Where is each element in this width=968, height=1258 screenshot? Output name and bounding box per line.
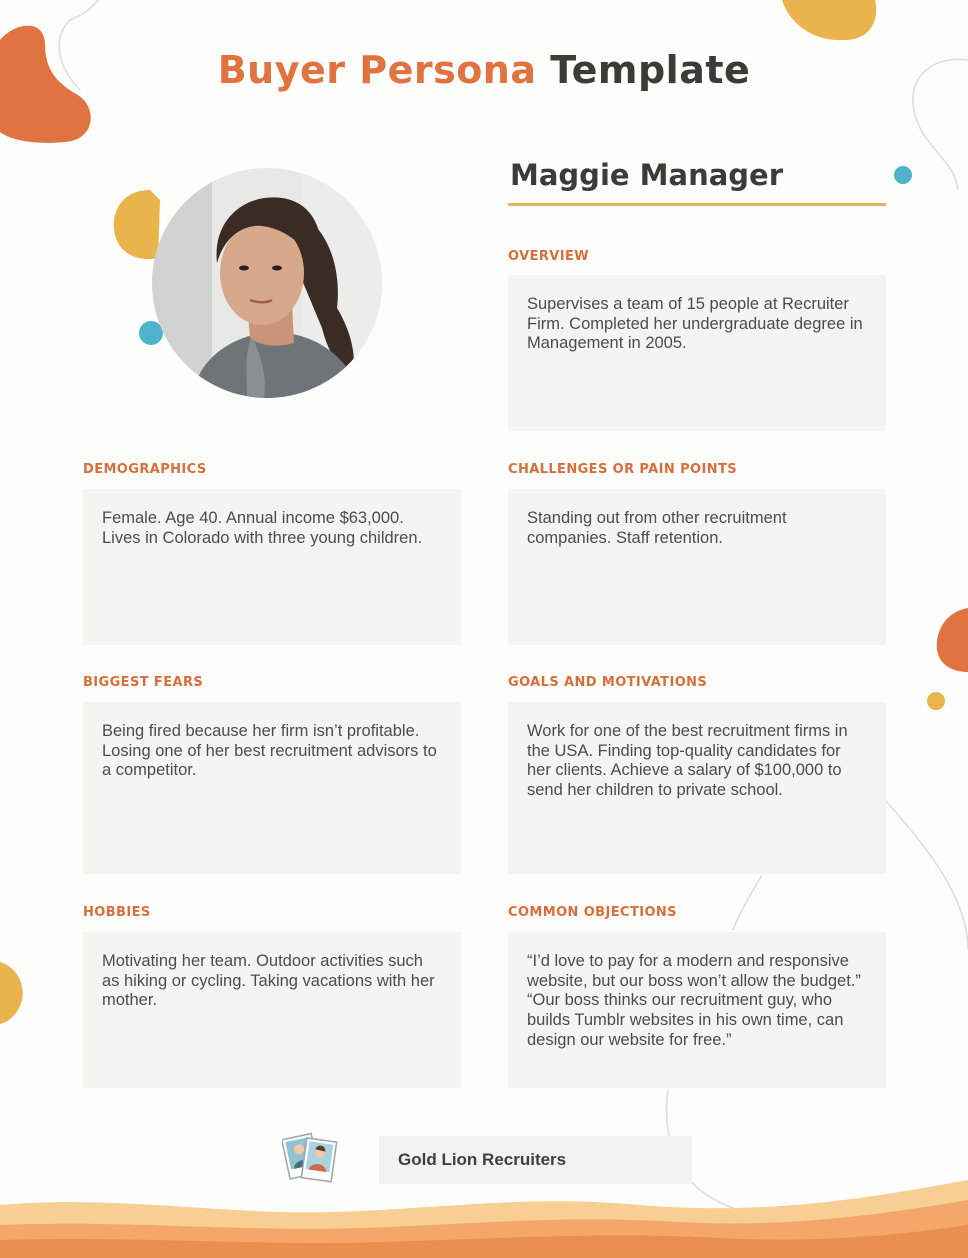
yellow-blob-left	[0, 962, 23, 1024]
title-part-2: Template	[550, 48, 751, 92]
overview-label: OVERVIEW	[508, 249, 589, 264]
challenges-box	[508, 489, 886, 645]
overview-box	[508, 275, 886, 431]
goals-text: Work for one of the best recruitment firms in the USA. Finding top-quality candidates for her clients. Achieve a salary of $100,000 to send her children to private school.	[527, 722, 848, 800]
teal-dot-right	[894, 166, 912, 184]
decor-line-right-2	[733, 875, 762, 930]
fears-label: BIGGEST FEARS	[83, 675, 204, 690]
company-name-box	[379, 1136, 692, 1184]
objections-text: “I’d love to pay for a modern and responsive website, but our boss won’t allow the budget.” “Our boss thinks our recruitment guy, who builds Tumblr websites in his own time, can design our website for free.”	[527, 952, 861, 1049]
yellow-blob-avatar	[114, 190, 160, 259]
overview-text: Supervises a team of 15 people at Recruiter Firm. Completed her undergraduate degree in Management in 2005.	[527, 295, 863, 353]
demographics-box	[83, 489, 461, 645]
demographics-label: DEMOGRAPHICS	[83, 462, 207, 477]
objections-box	[508, 932, 886, 1088]
bottom-wave-back	[0, 1180, 968, 1258]
bottom-wave-front	[0, 1225, 968, 1258]
orange-blob-right	[937, 608, 968, 672]
challenges-text: Standing out from other recruitment companies. Staff retention.	[527, 509, 787, 547]
objections-label: COMMON OBJECTIONS	[508, 905, 677, 920]
persona-name: Maggie Manager	[510, 158, 784, 192]
decor-line-right	[885, 800, 968, 950]
demographics-text: Female. Age 40. Annual income $63,000. Lives in Colorado with three young children.	[102, 509, 423, 547]
hobbies-text: Motivating her team. Outdoor activities such as hiking or cycling. Taking vacations with her mother.	[102, 952, 435, 1010]
name-underline	[508, 203, 886, 206]
company-logo-icon	[282, 1128, 338, 1188]
fears-box	[83, 702, 461, 874]
company-name: Gold Lion Recruiters	[398, 1150, 567, 1169]
title-part-1: Buyer Persona	[217, 48, 537, 92]
hobbies-label: HOBBIES	[83, 905, 151, 920]
goals-label: GOALS AND MOTIVATIONS	[508, 675, 708, 690]
persona-avatar	[152, 168, 382, 398]
bottom-wave-mid	[0, 1200, 968, 1258]
challenges-label: CHALLENGES OR PAIN POINTS	[508, 462, 738, 477]
yellow-blob-top-right	[782, 0, 876, 40]
hobbies-box	[83, 932, 461, 1088]
page-title	[0, 48, 968, 92]
fears-text: Being fired because her firm isn’t profitable. Losing one of her best recruitment advisors to a competitor.	[102, 722, 437, 780]
goals-box	[508, 702, 886, 874]
yellow-dot-right	[927, 692, 945, 710]
